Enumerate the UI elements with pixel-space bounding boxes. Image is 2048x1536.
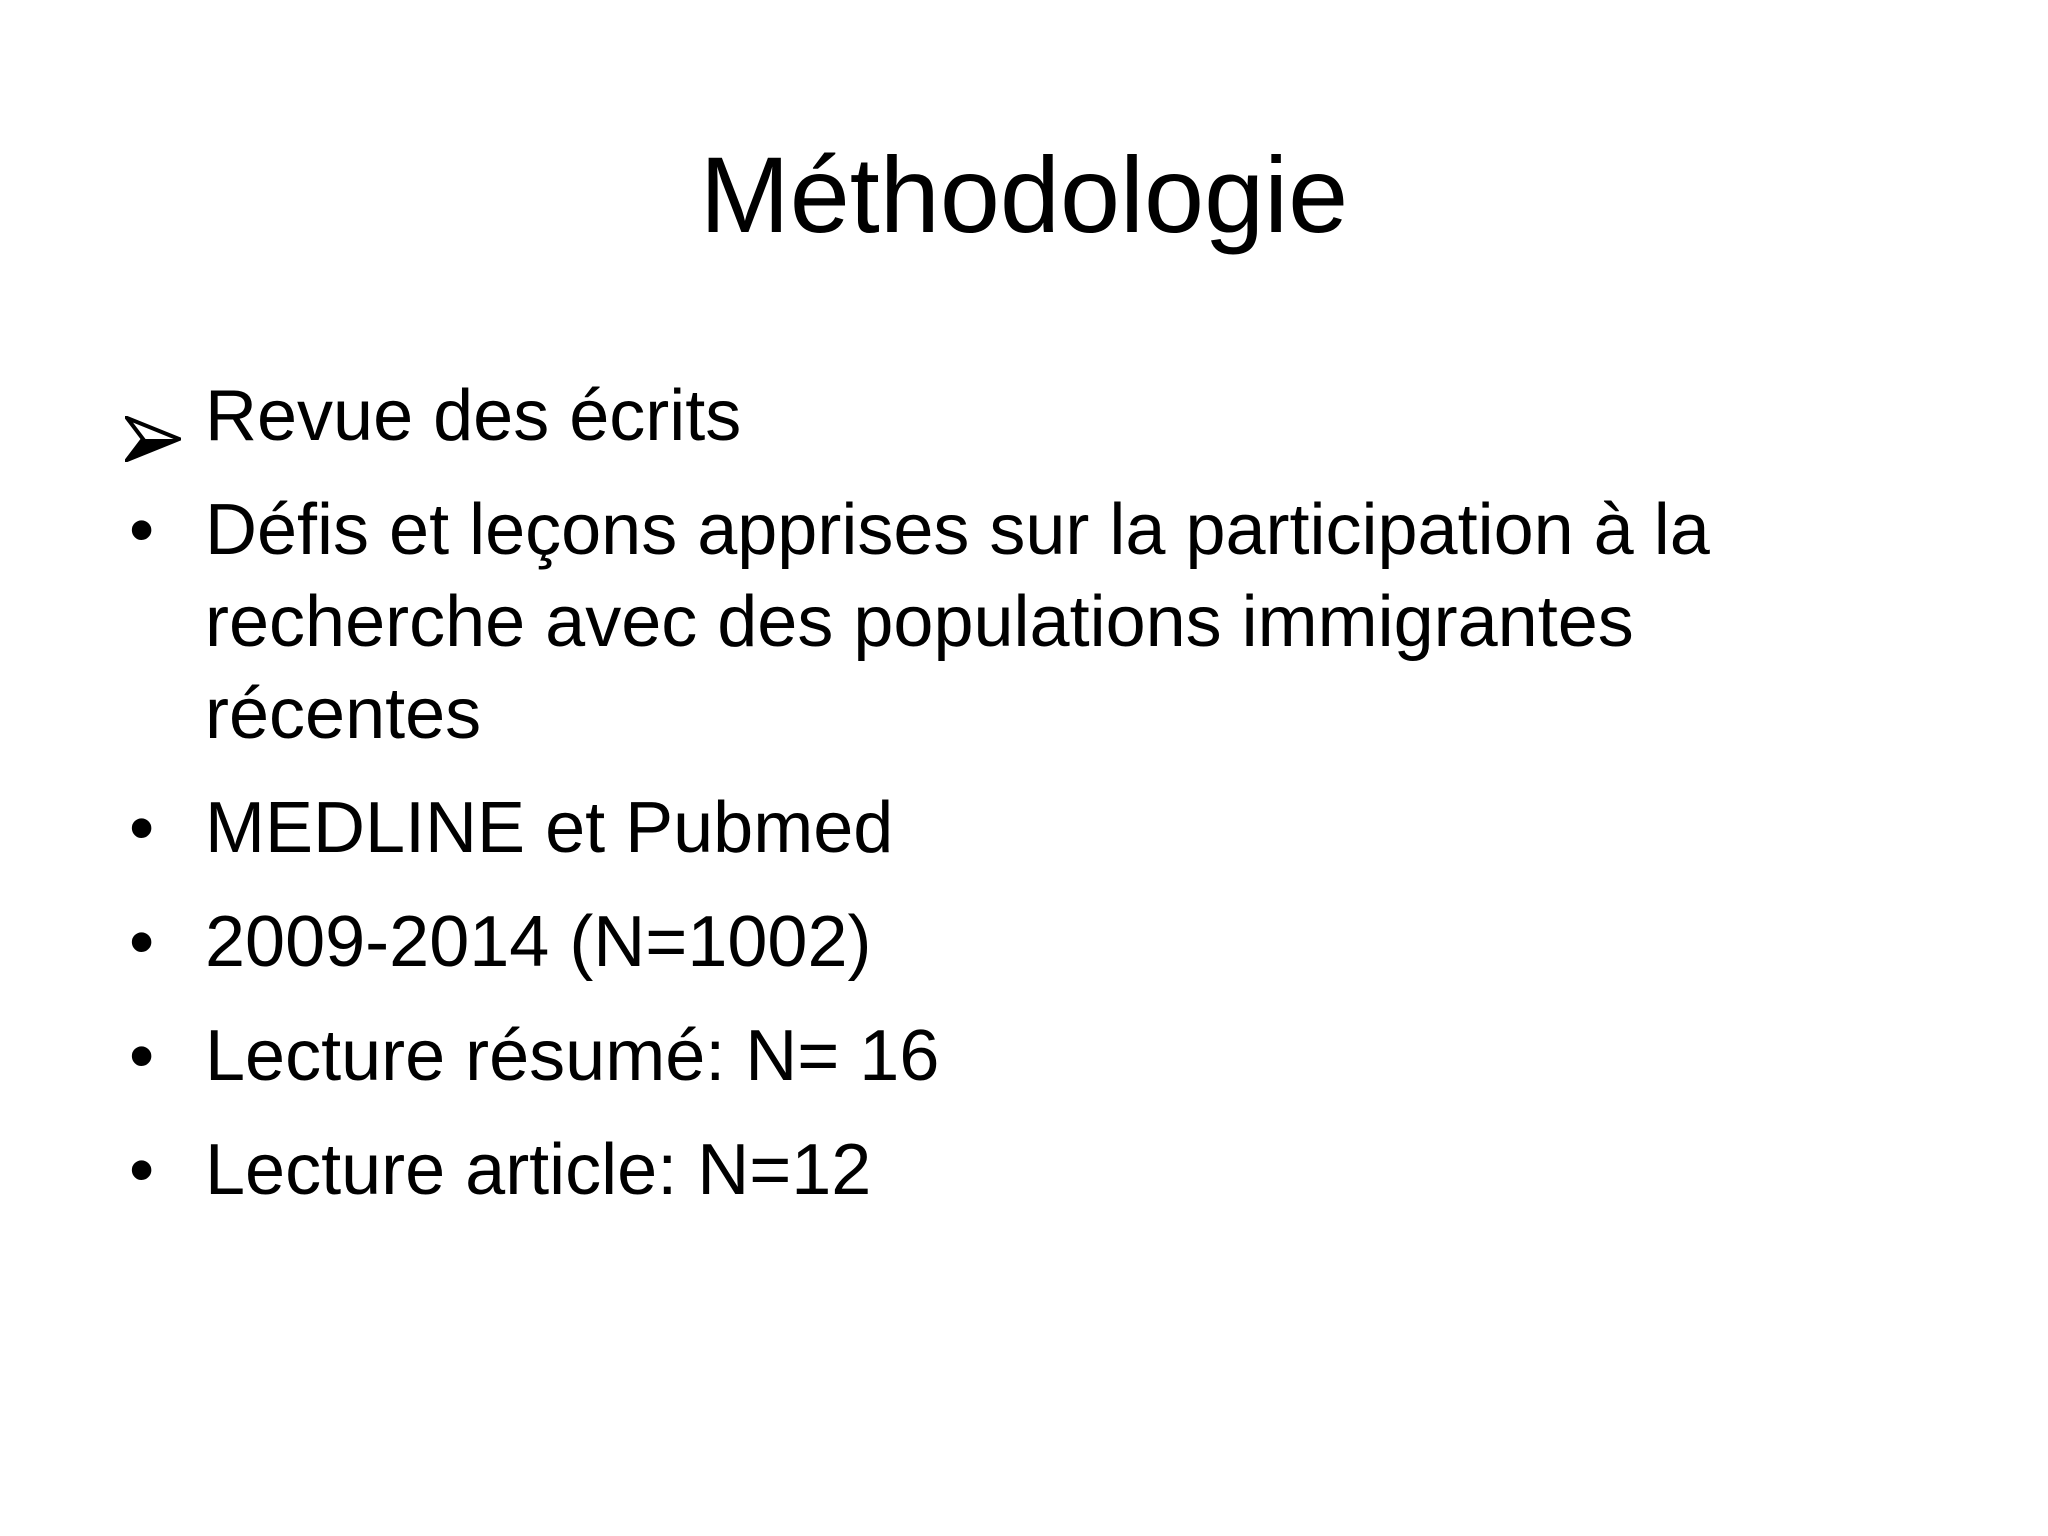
- bullet-text: Lecture article: N=12: [205, 1130, 872, 1210]
- dot-bullet-icon: •: [129, 490, 155, 570]
- bullet-item-medline: [125, 782, 1925, 874]
- slide-title: Méthodologie: [699, 134, 1349, 255]
- bullet-item-lecture-article: [125, 1124, 1925, 1216]
- dot-bullet-icon: •: [129, 902, 155, 982]
- dot-bullet-icon: •: [129, 1130, 155, 1210]
- arrow-bullet-icon-svg: [125, 416, 181, 462]
- bullet-text: 2009-2014 (N=1002): [205, 902, 872, 982]
- dot-bullet-icon: •: [129, 788, 155, 868]
- dot-bullet-icon: •: [129, 1016, 155, 1096]
- bullet-list: [125, 370, 1925, 1238]
- bullet-item-lecture-resume: [125, 1010, 1925, 1102]
- bullet-item-defis: [125, 484, 1925, 760]
- bullet-text: MEDLINE et Pubmed: [205, 788, 894, 868]
- bullet-item-period: [125, 896, 1925, 988]
- bullet-text: Revue des écrits: [205, 376, 742, 456]
- arrow-bullet-icon: [125, 370, 205, 462]
- bullet-text: Lecture résumé: N= 16: [205, 1016, 940, 1096]
- bullet-text: Défis et leçons apprises sur la participation à la recherche avec des populations immigrantes récentes: [205, 490, 1710, 754]
- bullet-item-revue: [125, 370, 1925, 462]
